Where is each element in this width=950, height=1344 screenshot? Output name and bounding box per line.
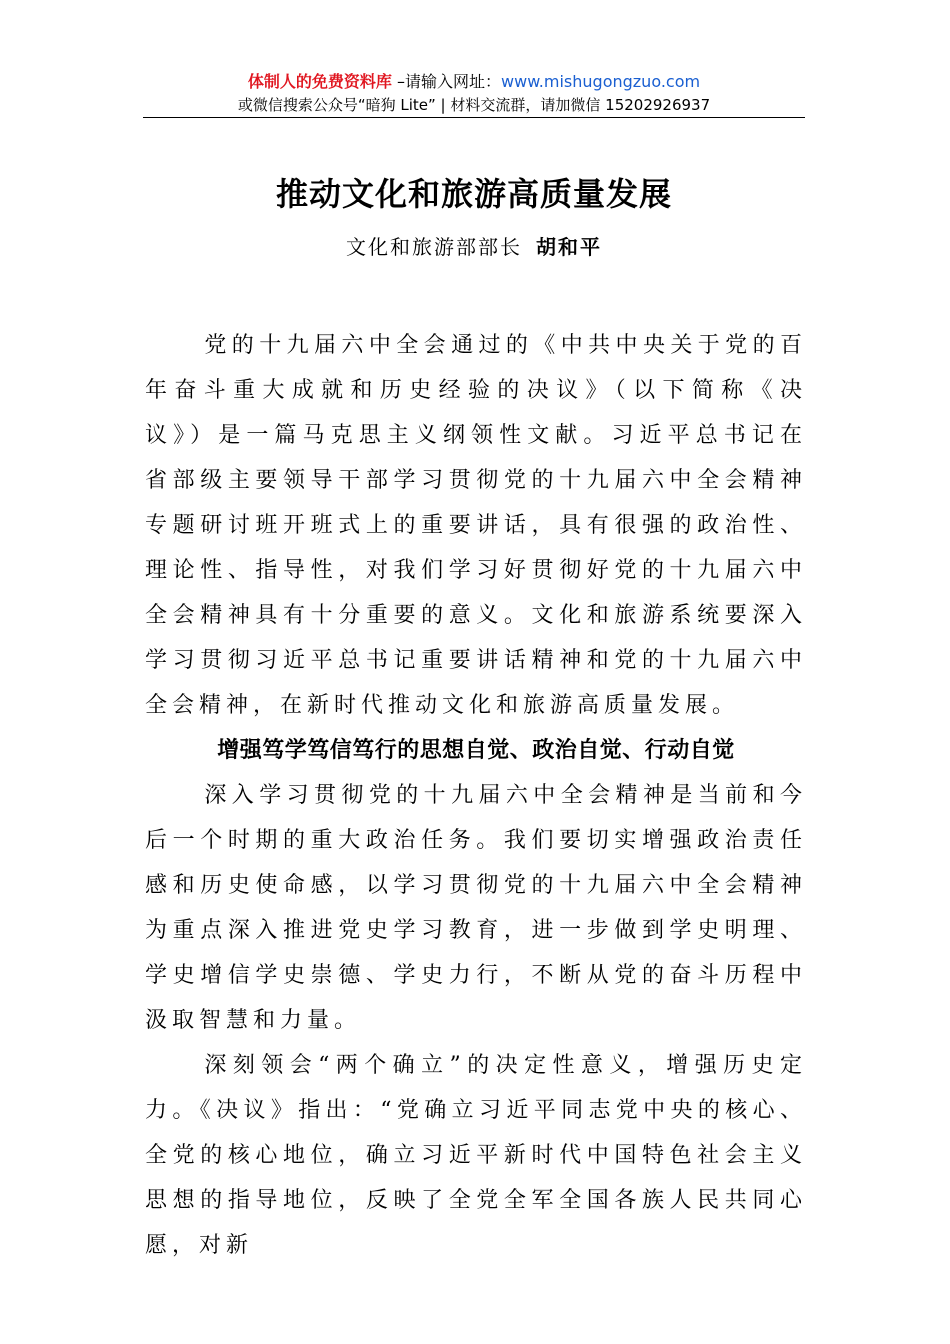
section-heading: 增强笃学笃信笃行的思想自觉、政治自觉、行动自觉 <box>217 738 735 763</box>
paragraph-study: 深入学习贯彻党的十九届六中全会精神是当前和今后一个时期的重大政治任务。我们要切实增强政治责任感和历史使命感，以学习贯彻党的十九届六中全会精神为重点深入推进党史学习教育，进一步做到学史明理、学史增信学史崇德、学史力行，不断从党的奋斗历程中汲取智慧和力量。 <box>145 783 807 1033</box>
article-title: 推动文化和旅游高质量发展 <box>275 175 672 213</box>
header-site-link[interactable]: www.mishugongzuo.com <box>501 72 701 91</box>
page-header <box>143 70 805 116</box>
article-body <box>145 323 807 1268</box>
paragraph-two-establishments: 深刻领会“两个确立”的决定性意义，增强历史定力。《决议》指出：“党确立习近平同志党中央的核心、全党的核心地位，确立习近平新时代中国特色社会主义思想的指导地位，反映了全党全军全国各族人民共同心愿，对新 <box>145 1053 807 1258</box>
author-name: 胡和平 <box>536 235 602 259</box>
header-divider <box>143 117 805 118</box>
header-brand: 体制人的免费资料库 <box>247 72 392 91</box>
author-role: 文化和旅游部部长 <box>346 235 522 259</box>
header-prompt: –请输入网址： <box>391 72 502 91</box>
header-contact-line: 或微信搜索公众号“暗狗 Lite” | 材料交流群，请加微信 15202926937 <box>237 96 711 114</box>
paragraph-intro: 党的十九届六中全会通过的《中共中央关于党的百年奋斗重大成就和历史经验的决议》（以下简称《决议》）是一篇马克思主义纲领性文献。习近平总书记在省部级主要领导干部学习贯彻党的十九届六中全会精神专题研讨班开班式上的重要讲话，具有很强的政治性、理论性、指导性，对我们学习好贯彻好党的十九届六中全会精神具有十分重要的意义。文化和旅游系统要深入学习贯彻习近平总书记重要讲话精神和党的十九届六中全会精神，在新时代推动文化和旅游高质量发展。 <box>145 333 807 718</box>
header-banner <box>143 70 805 94</box>
article-byline <box>143 230 805 264</box>
